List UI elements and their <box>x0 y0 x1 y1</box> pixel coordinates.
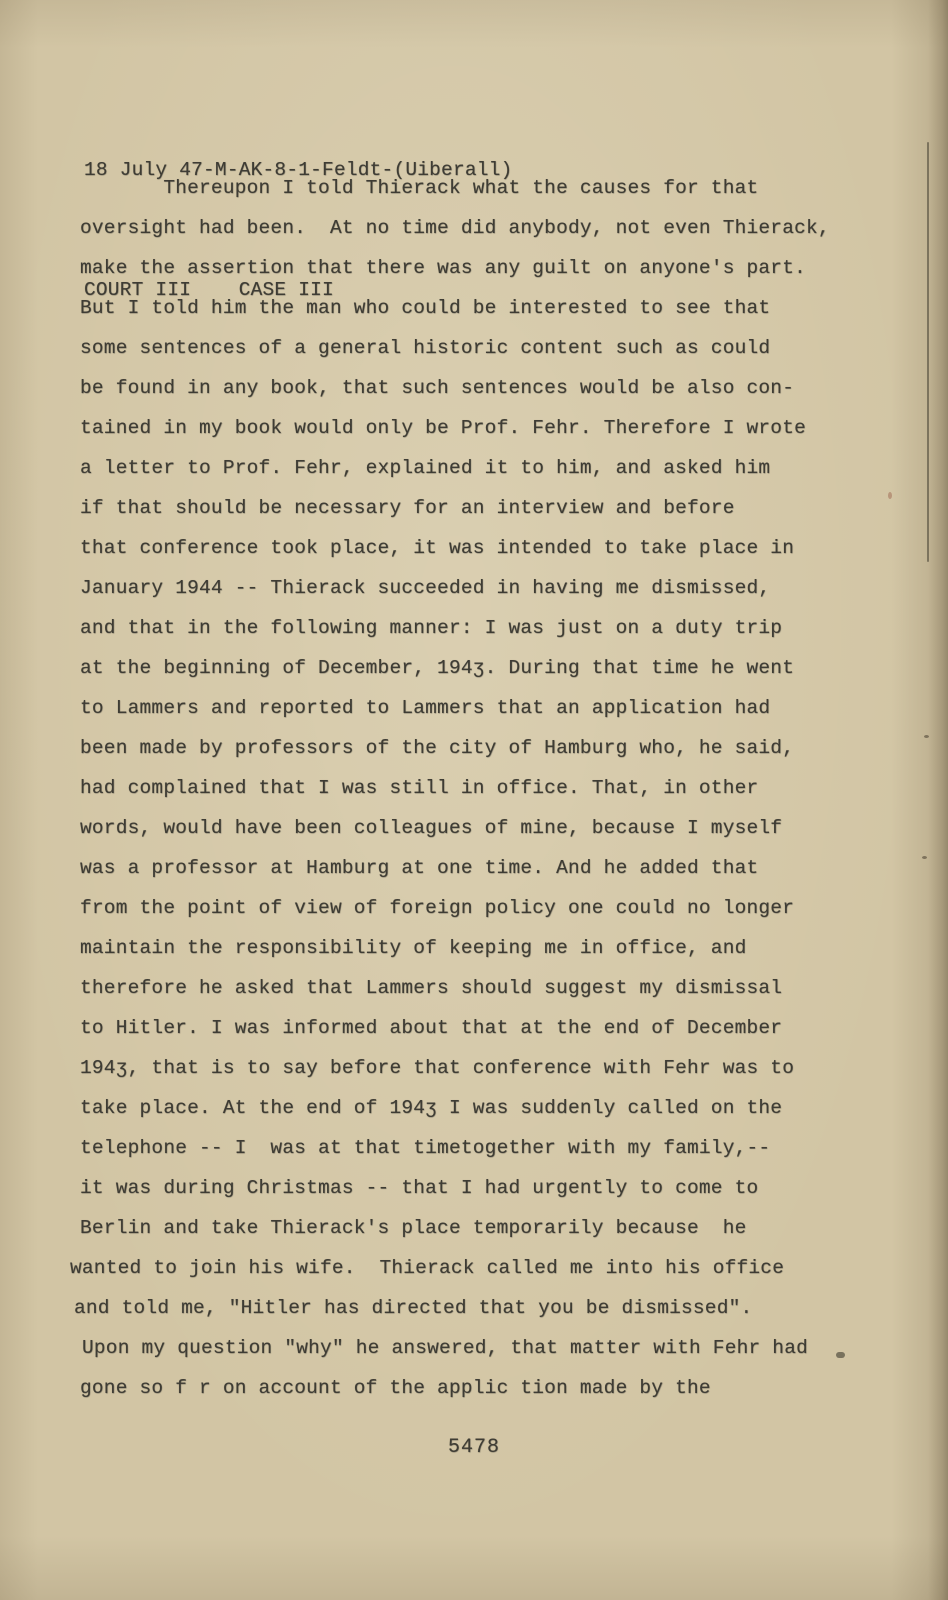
paper-speck <box>836 1352 845 1358</box>
paper-edge-line <box>927 142 929 562</box>
text-line: if that should be necessary for an interview and before <box>80 497 735 519</box>
text-line: make the assertion that there was any guilt on anyone's part. <box>80 257 807 279</box>
text-line: therefore he asked that Lammers should suggest my dismissal <box>80 977 783 999</box>
text-line: January 1944 -- Thierack succeeded in having me dismissed, <box>80 577 771 599</box>
text-line: But I told him the man who could be interested to see that <box>80 297 771 319</box>
text-line: 194ʒ, that is to say before that conference with Fehr was to <box>80 1057 795 1079</box>
text-line: at the beginning of December, 194ʒ. During that time he went <box>80 657 795 679</box>
text-line: was a professor at Hamburg at one time. And he added that <box>80 857 759 879</box>
text-line: that conference took place, it was intended to take place in <box>80 537 795 559</box>
paper-edge-shadow <box>928 0 948 1600</box>
text-line: from the point of view of foreign policy one could no longer <box>80 897 795 919</box>
text-line: words, would have been colleagues of mine, because I myself <box>80 817 783 839</box>
text-line: maintain the responsibility of keeping me in office, and <box>80 937 747 959</box>
text-line: Upon my question "why" he answered, that matter with Fehr had <box>82 1337 809 1359</box>
text-line: to Hitler. I was informed about that at the end of December <box>80 1017 783 1039</box>
paper-speck <box>922 856 927 859</box>
text-line: and that in the following manner: I was just on a duty trip <box>80 617 783 639</box>
page-number: 5478 <box>447 1436 500 1459</box>
text-line: be found in any book, that such sentences would be also con- <box>80 377 795 399</box>
text-line: Berlin and take Thierack's place temporarily because he <box>80 1217 747 1239</box>
text-line: had complained that I was still in office. That, in other <box>80 777 759 799</box>
text-line: to Lammers and reported to Lammers that an application had <box>80 697 771 719</box>
header-reference: 18 July 47-M-AK-8-1-Feldt-(Uiberall) <box>84 159 513 181</box>
text-line: and told me, "Hitler has directed that you be dismissed". <box>74 1297 753 1319</box>
text-line: wanted to join his wife. Thierack called me into his office <box>70 1257 785 1279</box>
text-line: oversight had been. At no time did anybody, not even Thierack, <box>80 217 830 239</box>
document-body <box>70 168 880 1408</box>
text-line: Thereupon I told Thierack what the causes for that <box>80 177 759 199</box>
text-line: take place. At the end of 194ʒ I was suddenly called on the <box>80 1097 783 1119</box>
text-line: been made by professors of the city of Hamburg who, he said, <box>80 737 795 759</box>
text-line: it was during Christmas -- that I had urgently to come to <box>80 1177 759 1199</box>
text-line: a letter to Prof. Fehr, explained it to him, and asked him <box>80 457 771 479</box>
paper-speck <box>888 492 892 499</box>
text-line: tained in my book would only be Prof. Fehr. Therefore I wrote <box>80 417 807 439</box>
paper-speck <box>924 735 929 738</box>
header-court-case: COURT III CASE III <box>84 279 334 301</box>
text-line: telephone -- I was at that timetogether with my family,-- <box>80 1137 771 1159</box>
text-line: some sentences of a general historic content such as could <box>80 337 771 359</box>
text-line: gone so f r on account of the applic tion made by the <box>80 1377 711 1399</box>
